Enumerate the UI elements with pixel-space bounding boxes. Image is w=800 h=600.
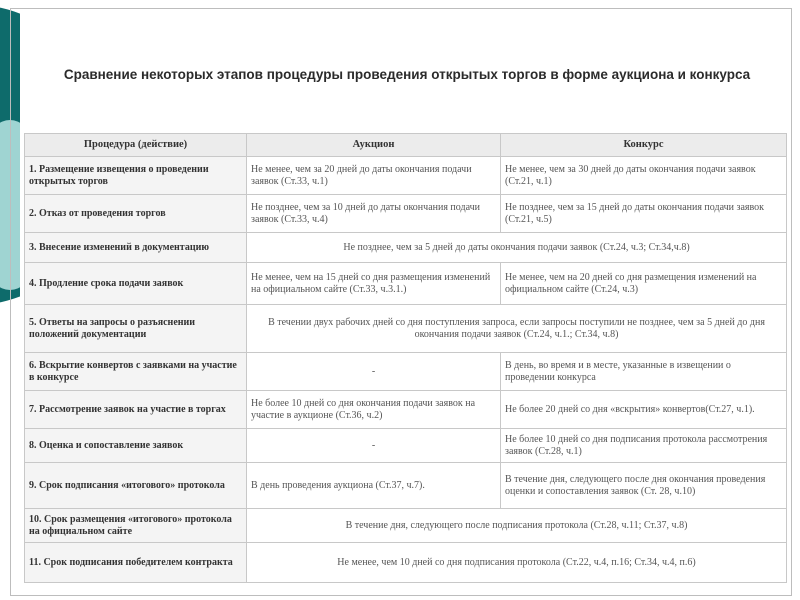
auction-cell: Не более 10 дней со дня окончания подачи заявок на участие в аукционе (Ст.36, ч.2) — [247, 391, 501, 429]
header-contest: Конкурс — [501, 134, 787, 157]
merged-cell: В течении двух рабочих дней со дня поступления запроса, если запросы поступили не позднее, чем за 5 дней до дня окончания подачи заявок (Ст.24, ч.1.; Ст.34, ч.8) — [247, 305, 787, 353]
auction-cell: В день проведения аукциона (Ст.37, ч.7). — [247, 463, 501, 509]
contest-cell: Не более 10 дней со дня подписания протокола рассмотрения заявок (Ст.28, ч.1) — [501, 429, 787, 463]
auction-cell: - — [247, 429, 501, 463]
procedure-cell: 6. Вскрытие конвертов с заявками на участие в конкурсе — [25, 353, 247, 391]
procedure-cell: 9. Срок подписания «итогового» протокола — [25, 463, 247, 509]
table-row — [25, 509, 787, 543]
merged-cell: Не позднее, чем за 5 дней до даты окончания подачи заявок (Ст.24, ч.3; Ст.34,ч.8) — [247, 233, 787, 263]
procedure-cell: 2. Отказ от проведения торгов — [25, 195, 247, 233]
header-procedure: Процедура (действие) — [25, 134, 247, 157]
table-row — [25, 429, 787, 463]
slide-title: Сравнение некоторых этапов процедуры проведения открытых торгов в форме аукциона и конкурса — [63, 67, 751, 82]
auction-cell: Не позднее, чем за 10 дней до даты окончания подачи заявок (Ст.33, ч.4) — [247, 195, 501, 233]
contest-cell: Не позднее, чем за 15 дней до даты окончания подачи заявок (Ст.21, ч.5) — [501, 195, 787, 233]
contest-cell: Не более 20 дней со дня «вскрытия» конвертов(Ст.27, ч.1). — [501, 391, 787, 429]
procedure-cell: 7. Рассмотрение заявок на участие в торгах — [25, 391, 247, 429]
merged-cell: В течение дня, следующего после подписания протокола (Ст.28, ч.11; Ст.37, ч.8) — [247, 509, 787, 543]
table-row — [25, 195, 787, 233]
procedure-cell: 1. Размещение извещения о проведении открытых торгов — [25, 157, 247, 195]
auction-cell: Не менее, чем за 20 дней до даты окончания подачи заявок (Ст.33, ч.1) — [247, 157, 501, 195]
table-header-row — [25, 134, 787, 157]
table-row — [25, 391, 787, 429]
contest-cell: В течение дня, следующего после дня окончания проведения оценки и сопоставления заявок (Ст. 28, ч.10) — [501, 463, 787, 509]
contest-cell: В день, во время и в месте, указанные в извещении о проведении конкурса — [501, 353, 787, 391]
table-row — [25, 353, 787, 391]
table-row — [25, 543, 787, 583]
table-row — [25, 263, 787, 305]
procedure-cell: 3. Внесение изменений в документацию — [25, 233, 247, 263]
contest-cell: Не менее, чем за 30 дней до даты окончания подачи заявок (Ст.21, ч.1) — [501, 157, 787, 195]
table-row — [25, 463, 787, 509]
procedure-cell: 5. Ответы на запросы о разъяснении положений документации — [25, 305, 247, 353]
header-auction: Аукцион — [247, 134, 501, 157]
auction-cell: Не менее, чем на 15 дней со дня размещения изменений на официальном сайте (Ст.33, ч.3.1.) — [247, 263, 501, 305]
table-row — [25, 157, 787, 195]
procedure-cell: 11. Срок подписания победителем контракта — [25, 543, 247, 583]
procedure-cell: 8. Оценка и сопоставление заявок — [25, 429, 247, 463]
table-row — [25, 305, 787, 353]
procedure-cell: 10. Срок размещения «итогового» протокола на официальном сайте — [25, 509, 247, 543]
comparison-table — [24, 133, 787, 583]
merged-cell: Не менее, чем 10 дней со дня подписания протокола (Ст.22, ч.4, п.16; Ст.34, ч.4, п.6) — [247, 543, 787, 583]
procedure-cell: 4. Продление срока подачи заявок — [25, 263, 247, 305]
table-row — [25, 233, 787, 263]
contest-cell: Не менее, чем на 20 дней со дня размещения изменений на официальном сайте (Ст.24, ч.3) — [501, 263, 787, 305]
auction-cell: - — [247, 353, 501, 391]
